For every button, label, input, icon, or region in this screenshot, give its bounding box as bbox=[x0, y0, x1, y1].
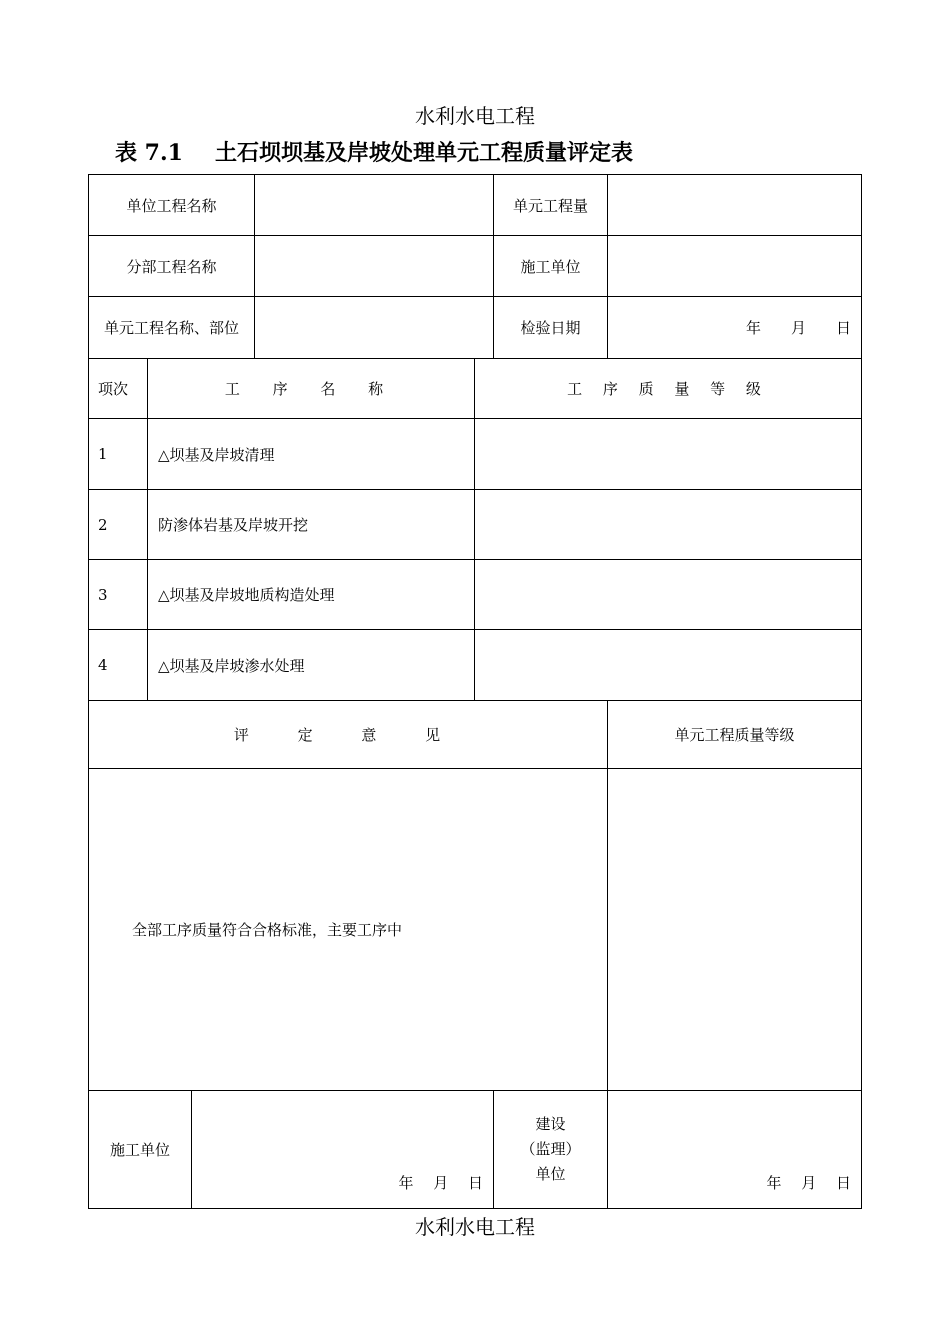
construction-unit-field[interactable] bbox=[608, 236, 861, 296]
process-row-number: 2 bbox=[98, 515, 108, 534]
construction-unit-signature-label: 施工单位 bbox=[109, 1141, 170, 1159]
process-grade-column-header: 工 序 质 量 等 级 bbox=[567, 380, 769, 398]
item-column-header: 项次 bbox=[98, 380, 129, 398]
inspection-date-field[interactable]: 年 月 日 bbox=[745, 319, 851, 337]
owner-label-line2: （监理） bbox=[520, 1140, 581, 1158]
unit-project-name-label: 单位工程名称 bbox=[126, 196, 217, 215]
process-row-grade[interactable] bbox=[475, 560, 861, 629]
process-row-number: 4 bbox=[98, 656, 108, 674]
sub-project-name-field[interactable] bbox=[255, 236, 493, 296]
owner-supervisor-unit-label bbox=[494, 1112, 607, 1187]
process-name-column-header: 工 序 名 称 bbox=[224, 380, 398, 398]
process-row-name: 防渗体岩基及岸坡开挖 bbox=[158, 516, 309, 534]
unit-quantity-field[interactable] bbox=[608, 175, 861, 235]
process-row-number: 1 bbox=[98, 445, 108, 463]
unit-quantity-label: 单元工程量 bbox=[512, 196, 588, 215]
process-row-grade[interactable] bbox=[475, 419, 861, 489]
construction-unit-signature-date: 年 月 日 bbox=[398, 1174, 483, 1192]
form-title-text: 土石坝坝基及岸坡处理单元工程质量评定表 bbox=[215, 140, 634, 166]
inspection-date-label: 检验日期 bbox=[520, 319, 581, 337]
element-name-location-label: 单元工程名称、部位 bbox=[103, 319, 239, 337]
element-quality-grade-field[interactable] bbox=[608, 769, 861, 1090]
unit-project-name-field[interactable] bbox=[255, 175, 493, 235]
process-row-name: △坝基及岸坡渗水处理 bbox=[158, 656, 305, 675]
process-row-name: △坝基及岸坡地质构造处理 bbox=[158, 586, 335, 604]
process-row-grade[interactable] bbox=[475, 630, 861, 700]
owner-label-line1: 建设 bbox=[535, 1115, 566, 1133]
process-row-name: △坝基及岸坡清理 bbox=[158, 445, 275, 464]
evaluation-opinion-header: 评 定 意 见 bbox=[233, 726, 463, 744]
evaluation-opinion-text: 全部工序质量符合合格标准，主要工序中 bbox=[132, 921, 403, 939]
sub-project-name-label: 分部工程名称 bbox=[126, 257, 217, 276]
owner-label-line3: 单位 bbox=[535, 1165, 566, 1183]
process-row-grade[interactable] bbox=[475, 490, 861, 559]
form-title bbox=[115, 136, 633, 167]
process-row-number: 3 bbox=[98, 585, 108, 604]
element-name-location-field[interactable] bbox=[255, 297, 493, 358]
construction-unit-label: 施工单位 bbox=[520, 257, 581, 276]
form-number: 表 7.1 bbox=[115, 140, 183, 166]
page-footer: 水利水电工程 bbox=[415, 1215, 535, 1239]
element-quality-grade-header: 单元工程质量等级 bbox=[674, 726, 795, 744]
page-header: 水利水电工程 bbox=[415, 104, 535, 128]
owner-supervisor-signature-date: 年 月 日 bbox=[766, 1174, 851, 1192]
